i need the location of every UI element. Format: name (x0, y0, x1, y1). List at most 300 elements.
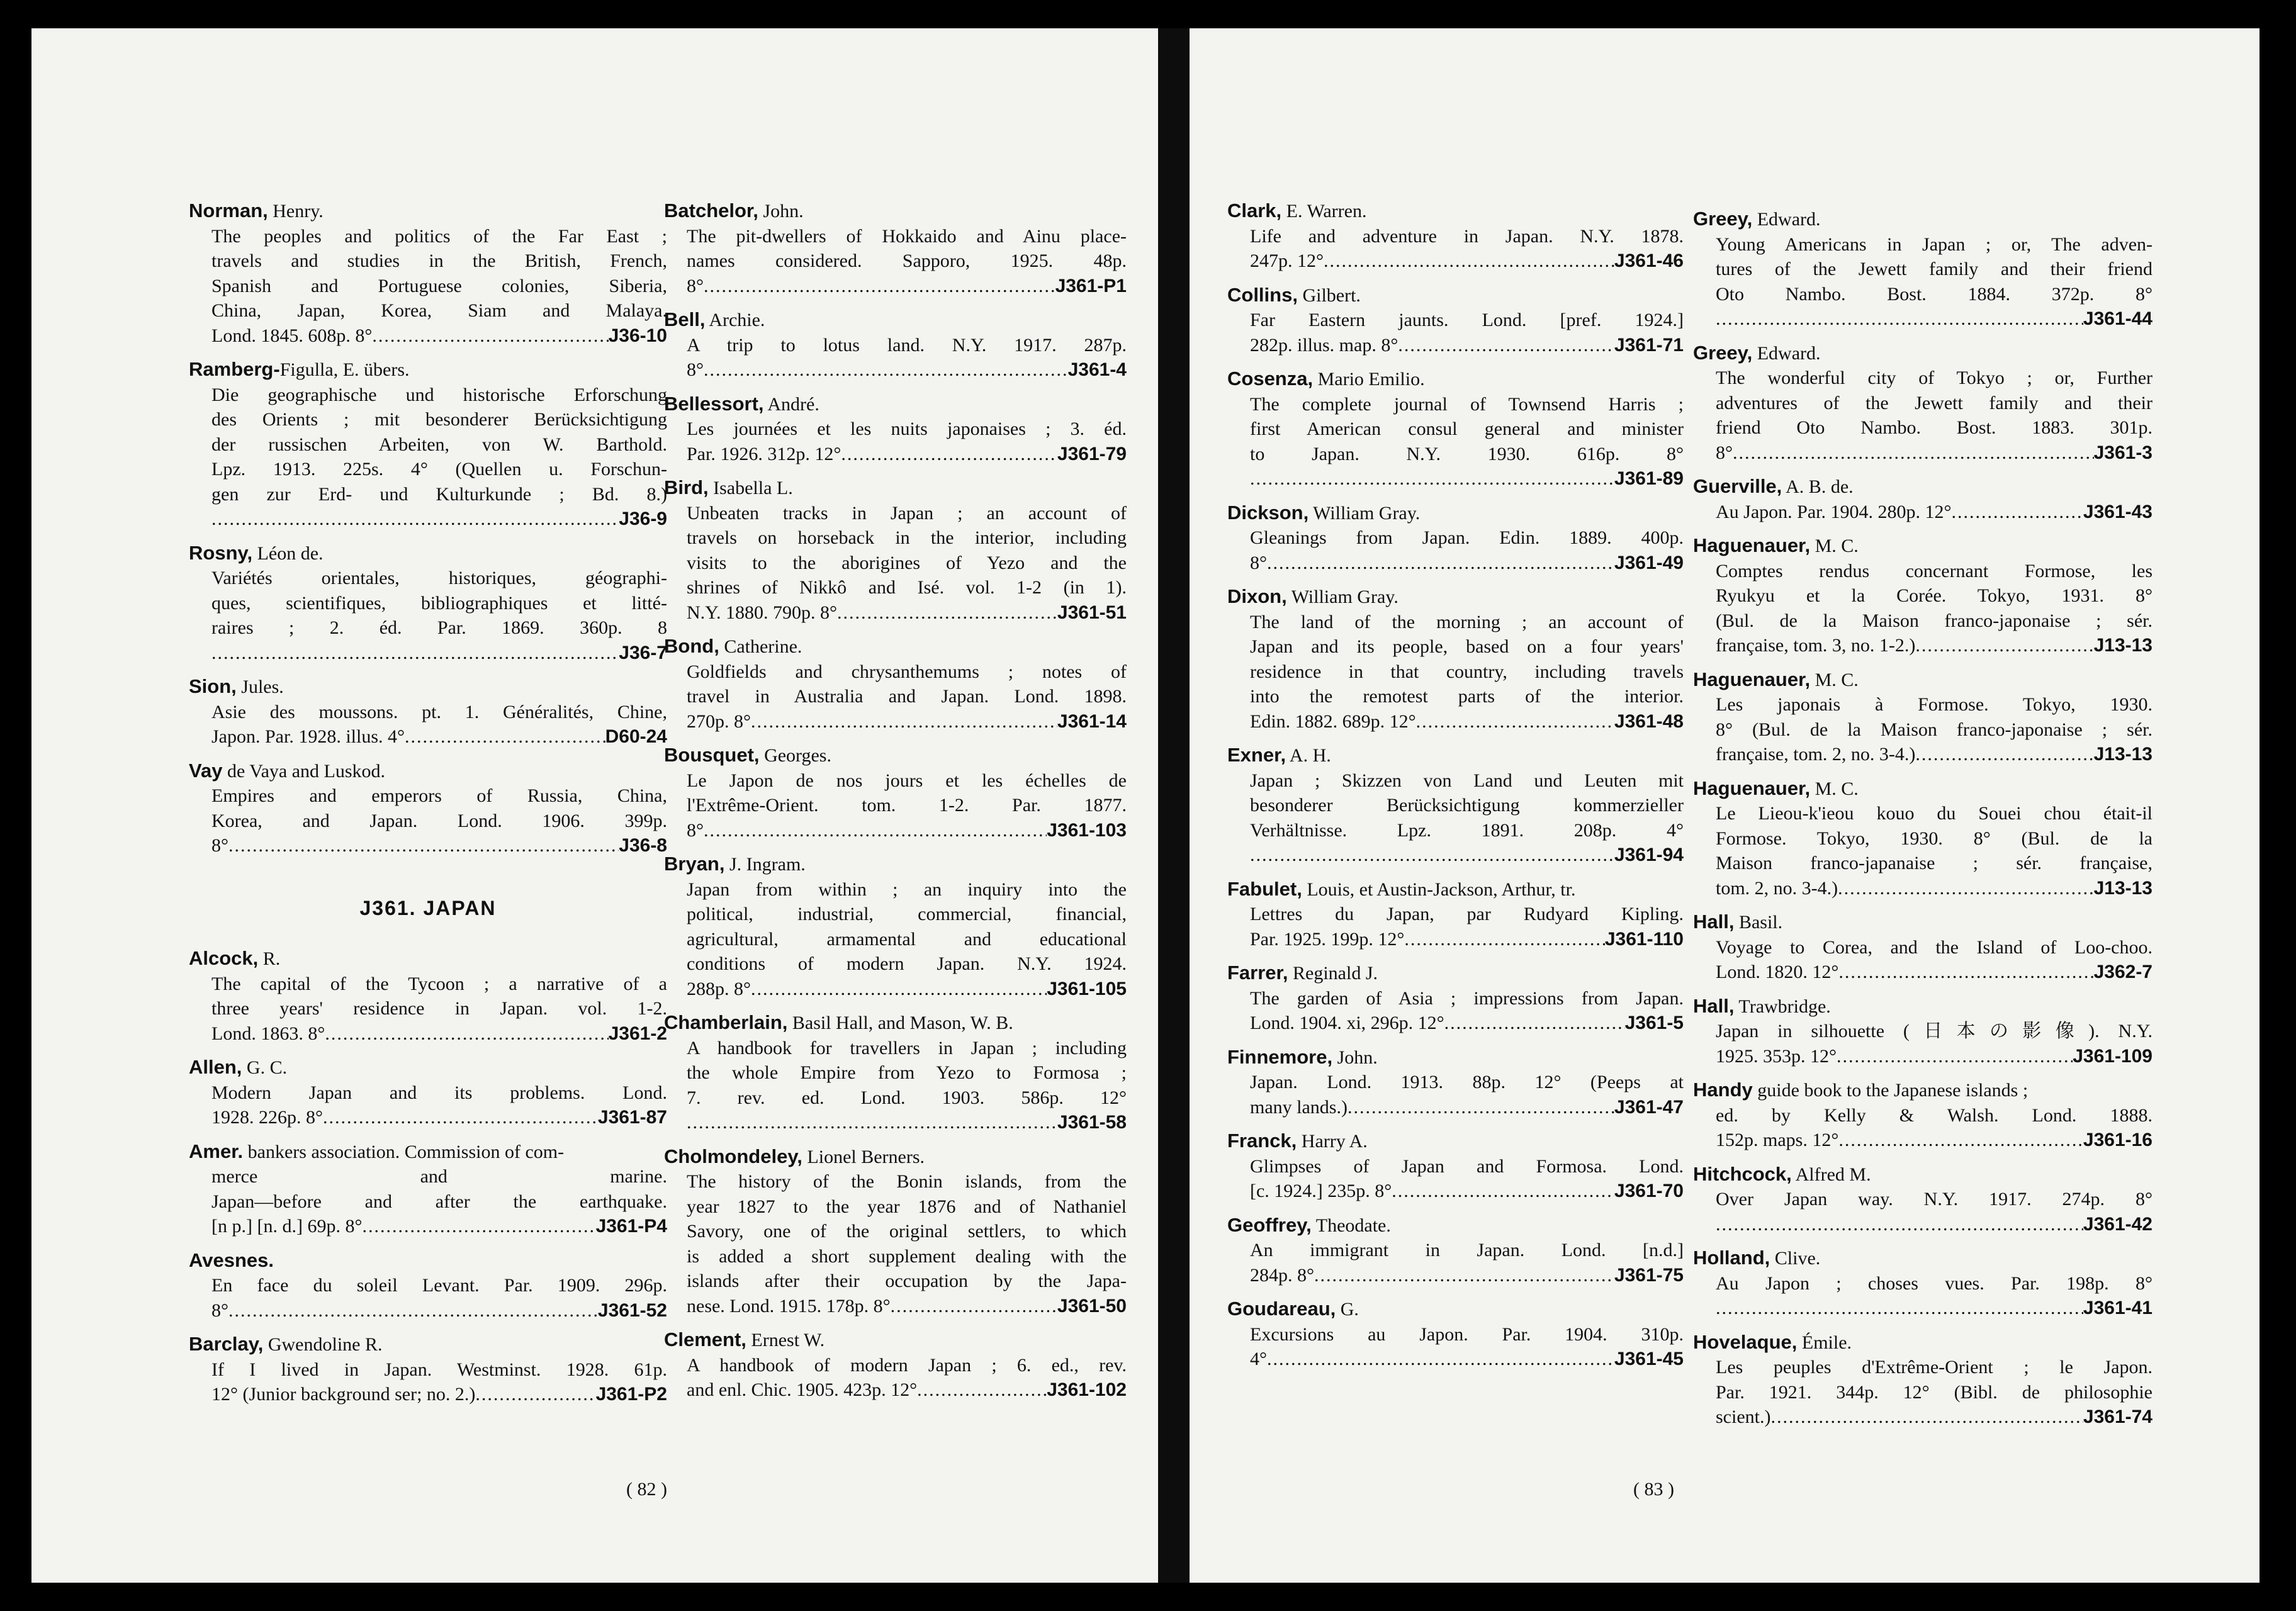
bibliography-entry (664, 743, 1127, 843)
entry-author: Bryan, (664, 853, 725, 875)
leader-dots (891, 1294, 1057, 1319)
entry-heading (1227, 1128, 1684, 1154)
leader-dots (1837, 1044, 2073, 1069)
leader-dots (1250, 843, 1614, 868)
bibliography-entry (1693, 1330, 2152, 1430)
call-number: J361-3 (2093, 442, 2152, 463)
leader-dots (1348, 1095, 1614, 1120)
entry-call-line (189, 1021, 667, 1047)
entry-imprint: Edin. 1882. 689p. 12° (1250, 710, 1416, 732)
entry-imprint: 1925. 353p. 12° (1716, 1045, 1837, 1067)
bibliography-entry (1227, 743, 1684, 868)
call-number: J13-13 (2093, 744, 2152, 765)
entry-line: Japan from within ; an inquiry into the (687, 878, 1127, 900)
entry-author-rest: Mario Emilio. (1313, 369, 1425, 390)
leader-dots (1733, 441, 2094, 466)
entry-heading (664, 198, 1127, 224)
entry-author: Barclay, (189, 1333, 264, 1355)
entry-imprint: Japon. Par. 1928. illus. 4° (211, 726, 405, 747)
entry-author: Farrer, (1227, 962, 1288, 984)
entry-author: Sion, (189, 675, 237, 697)
entry-heading (1227, 960, 1684, 986)
entry-line: des Orients ; mit besonderer Berücksichtigung (211, 409, 667, 430)
entry-author-rest: Edward. (1752, 209, 1821, 230)
leader-dots (837, 600, 1057, 626)
entry-line: A handbook for travellers in Japan ; including (687, 1037, 1127, 1058)
entry-line: Les japonais à Formose. Tokyo, 1930. (1716, 694, 2152, 715)
call-number: J361-2 (608, 1023, 667, 1044)
entry-heading (1693, 1077, 2152, 1103)
call-number: J361-45 (1614, 1349, 1684, 1369)
bibliography-entry (1227, 500, 1684, 576)
leader-dots (325, 1021, 608, 1047)
entry-author-rest: A. B. de. (1782, 476, 1854, 497)
entry-heading (664, 1327, 1127, 1353)
entry-call-line (1227, 1347, 1684, 1372)
entry-author: Exner, (1227, 744, 1286, 766)
entry-heading (1227, 283, 1684, 308)
call-number: J361-58 (1057, 1112, 1127, 1133)
call-number: J361-14 (1057, 710, 1127, 732)
call-number: J13-13 (2093, 877, 2152, 899)
entry-author: Bird, (664, 476, 709, 498)
call-number: J361-P1 (1055, 275, 1127, 296)
entry-imprint: N.Y. 1880. 790p. 8° (687, 602, 837, 623)
entry-heading (189, 198, 667, 224)
entry-line: residence in that country, including travels (1250, 661, 1684, 682)
entry-imprint: française, tom. 2, no. 3-4.) (1716, 744, 1916, 765)
entry-author: Ramberg- (189, 358, 280, 380)
leader-dots (228, 1298, 598, 1323)
entry-heading (189, 1139, 667, 1165)
leader-dots (841, 442, 1057, 467)
entry-line: Japan. Lond. 1913. 88p. 12° (Peeps at (1250, 1072, 1684, 1092)
entry-author-rest: Émile. (1797, 1332, 1852, 1353)
call-number: J361-71 (1614, 334, 1684, 356)
entry-heading (1693, 474, 2152, 500)
leader-dots (704, 274, 1055, 299)
entry-line: Asie des moussons. pt. 1. Généralités, Chine, (211, 701, 667, 722)
bibliography-entry (664, 1327, 1127, 1403)
call-number: J361-50 (1057, 1295, 1127, 1316)
call-number: J361-49 (1614, 552, 1684, 573)
entry-heading (664, 1144, 1127, 1170)
entry-author-rest: Ernest W. (746, 1330, 825, 1350)
entry-author-rest: guide book to the Japanese islands ; (1752, 1080, 2029, 1101)
entry-heading (1693, 1245, 2152, 1271)
entry-call-line (1227, 927, 1684, 952)
entry-author-rest: Gwendoline R. (263, 1334, 383, 1355)
left-page (31, 28, 1158, 1583)
entry-call-line (189, 724, 667, 749)
bibliography-entry (1227, 877, 1684, 952)
entry-call-line (189, 833, 667, 858)
entry-author-rest: J. Ingram. (724, 854, 806, 875)
section-heading: J361. JAPAN (359, 896, 497, 919)
entry-author: Guerville, (1693, 475, 1782, 497)
entry-author: Vay (189, 759, 223, 782)
entry-line: Ryukyu et la Corée. Tokyo, 1931. 8° (1716, 585, 2152, 606)
entry-author-rest: Trawbridge. (1734, 996, 1831, 1017)
left-column-2 (664, 198, 1127, 1412)
entry-imprint: [n p.] [n. d.] 69p. 8° (211, 1216, 363, 1237)
entry-heading (1227, 877, 1684, 902)
entry-author: Hall, (1693, 994, 1735, 1017)
entry-imprint: 1928. 226p. 8° (211, 1107, 323, 1128)
leader-dots (1770, 1405, 2083, 1430)
entry-author: Haguenauer, (1693, 534, 1811, 556)
entry-author-rest: Edward. (1752, 342, 1821, 364)
entry-line: is added a short supplement dealing with the (687, 1245, 1127, 1267)
entry-line: merce and marine. (211, 1166, 667, 1187)
entry-imprint: Lond. 1845. 608p. 8° (211, 325, 373, 346)
entry-imprint: 247p. 12° (1250, 250, 1324, 271)
entry-line: tures of the Jewett family and their friend (1716, 259, 2152, 279)
right-page (1190, 28, 2259, 1583)
entry-call-line (189, 1298, 667, 1323)
call-number: J36-10 (608, 325, 667, 346)
call-number: J36-7 (619, 642, 667, 663)
bibliography-entry (1693, 340, 2152, 466)
entry-line: besonderer Berücksichtigung kommerzieller (1250, 795, 1684, 816)
entry-heading (664, 307, 1127, 333)
entry-heading (189, 541, 667, 566)
entry-call-line (1227, 843, 1684, 868)
page-number-83: ( 83 ) (1633, 1479, 1674, 1500)
entry-imprint: [c. 1924.] 235p. 8° (1250, 1181, 1392, 1201)
entry-author-rest: John. (758, 201, 804, 222)
entry-line: friend Oto Nambo. Bost. 1883. 301p. (1716, 417, 2152, 438)
bibliography-entry (1227, 1213, 1684, 1288)
bibliography-entry (664, 475, 1127, 625)
leader-dots (1250, 466, 1614, 491)
entry-author: Dickson, (1227, 501, 1309, 524)
entry-author: Alcock, (189, 947, 259, 969)
entry-call-line (1227, 466, 1684, 491)
entry-line: The complete journal of Townsend Harris ; (1250, 393, 1684, 415)
entry-call-line (664, 709, 1127, 734)
entry-call-line (1227, 249, 1684, 274)
entry-heading (1693, 1162, 2152, 1187)
entry-imprint: Lond. 1820. 12° (1716, 962, 1839, 982)
bibliography-entry (1693, 994, 2152, 1069)
entry-author-rest: A. H. (1286, 745, 1331, 766)
entry-imprint: 8° (687, 275, 704, 296)
entry-line: year 1827 to the year 1876 and of Nathaniel (687, 1196, 1127, 1217)
entry-imprint: Lond. 1904. xi, 296p. 12° (1250, 1013, 1444, 1033)
leader-dots (1267, 551, 1614, 576)
entry-line: agricultural, armamental and educational (687, 928, 1127, 950)
entry-line: Excursions au Japon. Par. 1904. 310p. (1250, 1323, 1684, 1345)
bibliography-entry (1693, 909, 2152, 985)
entry-line: Le Lieou-k'ieou kouo du Souei chou était-il (1716, 803, 2152, 824)
entry-imprint: 284p. 8° (1250, 1264, 1314, 1286)
entry-author: Greey, (1693, 208, 1753, 230)
entry-call-line (1693, 1405, 2152, 1430)
entry-imprint: 288p. 8° (687, 978, 751, 999)
entry-author: Hovelaque, (1693, 1330, 1798, 1353)
leader-dots (751, 709, 1057, 734)
entry-call-line (1227, 1263, 1684, 1288)
entry-line: adventures of the Jewett family and their (1716, 392, 2152, 413)
entry-line: En face du soleil Levant. Par. 1909. 296p. (211, 1275, 667, 1296)
entry-line: Savory, one of the original settlers, to which (687, 1221, 1127, 1242)
leader-dots (211, 507, 619, 532)
page-number-82: ( 82 ) (626, 1479, 667, 1500)
entry-line: shrines of Nikkô and Isé. vol. 1-2 (in 1). (687, 577, 1127, 598)
entry-author: Greey, (1693, 341, 1753, 364)
entry-author-rest: Alfred M. (1791, 1164, 1871, 1185)
call-number: J13-13 (2093, 635, 2152, 656)
entry-author: Rosny, (189, 541, 253, 564)
bibliography-entry (189, 1248, 667, 1323)
bibliography-entry (664, 634, 1127, 734)
entry-author-rest: M. C. (1810, 669, 1859, 690)
bibliography-entry (1693, 667, 2152, 767)
bibliography-entry (664, 1144, 1127, 1319)
entry-line: Japan and its people, based on a four years' (1250, 636, 1684, 657)
bibliography-entry (1227, 1045, 1684, 1120)
entry-line: China, Japan, Korea, Siam and Malaya. (211, 300, 667, 321)
entry-line: The land of the morning ; an account of (1250, 611, 1684, 632)
entry-author-rest: William Gray. (1286, 587, 1398, 607)
entry-line: A handbook of modern Japan ; 6. ed., rev. (687, 1354, 1127, 1376)
call-number: J361-4 (1067, 359, 1127, 380)
entry-line: If I lived in Japan. Westminst. 1928. 61p. (211, 1359, 667, 1380)
leader-dots (228, 833, 619, 858)
entry-call-line (1693, 1212, 2152, 1237)
entry-line: The pit-dwellers of Hokkaido and Ainu place- (687, 225, 1127, 247)
entry-call-line (189, 1214, 667, 1239)
entry-call-line (189, 323, 667, 349)
entry-line: Les peuples d'Extrême-Orient ; le Japon. (1716, 1357, 2152, 1378)
leader-dots (1398, 333, 1614, 358)
call-number: J361-42 (2083, 1213, 2152, 1235)
entry-line: (Bul. de la Maison franco-japonaise ; sér. (1716, 610, 2152, 631)
entry-heading (189, 357, 667, 383)
entry-imprint: 8° (687, 359, 704, 380)
leader-dots (372, 323, 608, 349)
entry-line: gen zur Erd- und Kulturkunde ; Bd. 8.) (211, 483, 667, 505)
call-number: J361-48 (1614, 710, 1684, 732)
entry-call-line (664, 818, 1127, 843)
entry-heading (189, 1055, 667, 1081)
entry-heading (1227, 1045, 1684, 1070)
leader-dots (1392, 1179, 1614, 1204)
entry-call-line (1693, 306, 2152, 332)
leader-dots (1838, 960, 2093, 985)
call-number: J361-105 (1047, 978, 1127, 999)
leader-dots (1314, 1263, 1614, 1288)
entry-heading (189, 758, 667, 784)
entry-author-rest: Jules. (236, 676, 284, 697)
bibliography-entry (189, 198, 667, 348)
entry-line: Formose. Tokyo, 1930. 8° (Bul. de la (1716, 828, 2152, 849)
entry-author: Franck, (1227, 1130, 1297, 1152)
entry-line: Le Japon de nos jours et les échelles de (687, 770, 1127, 791)
entry-line: raires ; 2. éd. Par. 1869. 360p. 8 (211, 617, 667, 638)
entry-heading (1227, 1296, 1684, 1322)
entry-call-line (1693, 876, 2152, 901)
entry-heading (1693, 776, 2152, 802)
entry-heading (664, 1010, 1127, 1036)
bibliography-entry (664, 198, 1127, 298)
entry-author-rest: André. (763, 393, 819, 415)
call-number: J361-P2 (595, 1384, 667, 1405)
entry-author: Handy (1693, 1079, 1753, 1101)
entry-call-line (1227, 1179, 1684, 1204)
leader-dots (1838, 876, 2093, 901)
call-number: J361-43 (2083, 501, 2152, 522)
entry-heading (1227, 743, 1684, 768)
entry-heading (1693, 206, 2152, 232)
entry-author-rest: Figulla, E. übers. (279, 359, 410, 380)
entry-author-rest: M. C. (1810, 778, 1859, 799)
entry-heading (1227, 500, 1684, 526)
entry-author: Fabulet, (1227, 877, 1302, 900)
bibliography-entry (189, 1332, 667, 1407)
leader-dots (1915, 633, 2093, 658)
call-number: J361-74 (2083, 1406, 2152, 1427)
bibliography-entry (189, 674, 667, 749)
entry-author-rest: Gilbert. (1297, 284, 1361, 306)
leader-dots (475, 1382, 595, 1407)
entry-heading (1693, 667, 2152, 693)
entry-heading (1227, 584, 1684, 610)
entry-line: Variétés orientales, historiques, géographi- (211, 568, 667, 588)
entry-line: the whole Empire from Yezo to Formosa ; (687, 1062, 1127, 1083)
entry-call-line (1693, 441, 2152, 466)
entry-call-line (1693, 1296, 2152, 1321)
call-number: D60-24 (605, 726, 667, 747)
call-number: J361-52 (597, 1299, 667, 1321)
entry-imprint: 8° (687, 819, 704, 841)
call-number: J361-79 (1057, 443, 1127, 464)
entry-heading (664, 851, 1127, 877)
entry-heading (189, 1248, 667, 1274)
entry-heading (1693, 909, 2152, 935)
call-number: J362-7 (2093, 962, 2152, 982)
leader-dots (362, 1214, 595, 1239)
call-number: J36-9 (619, 508, 667, 529)
entry-imprint: 282p. illus. map. 8° (1250, 334, 1398, 356)
entry-author-rest: E. Warren. (1281, 201, 1367, 222)
leader-dots (1324, 249, 1614, 274)
entry-heading (1227, 1213, 1684, 1238)
entry-line: The garden of Asia ; impressions from Japan. (1250, 987, 1684, 1009)
call-number: J36-8 (619, 835, 667, 856)
entry-imprint: 8° (1250, 552, 1267, 573)
entry-line: 8° (Bul. de la Maison franco-japonaise ; sér. (1716, 719, 2152, 740)
entry-author: Batchelor, (664, 199, 758, 222)
leader-dots (1716, 1212, 2083, 1237)
entry-call-line (664, 1110, 1127, 1135)
bibliography-entry (1693, 1162, 2152, 1237)
entry-call-line (664, 1378, 1127, 1403)
entry-author-rest: Léon de. (252, 542, 324, 564)
entry-author-rest: G. C. (242, 1057, 288, 1078)
book-spine (1158, 28, 1190, 1583)
entry-author-rest: M. C. (1810, 536, 1859, 556)
entry-heading (664, 475, 1127, 501)
right-column-1 (1227, 198, 1684, 1381)
entry-heading (1227, 198, 1684, 224)
bibliography-entry (1227, 366, 1684, 491)
entry-author: Geoffrey, (1227, 1213, 1312, 1236)
entry-heading (664, 391, 1127, 417)
entry-call-line (1227, 1011, 1684, 1036)
entry-author-rest: Catherine. (719, 636, 802, 657)
entry-line: Goldfields and chrysanthemums ; notes of (687, 661, 1127, 682)
entry-author: Amer. (189, 1140, 244, 1162)
entry-author: Haguenauer, (1693, 668, 1811, 690)
entry-line: Au Japon ; choses vues. Par. 198p. 8° (1716, 1272, 2152, 1294)
entry-line: Lpz. 1913. 225s. 4° (Quellen u. Forschun- (211, 459, 667, 480)
entry-author: Cholmondeley, (664, 1145, 802, 1167)
entry-call-line (664, 1294, 1127, 1319)
leader-dots (704, 357, 1068, 383)
bibliography-entry (189, 357, 667, 532)
entry-author: Norman, (189, 199, 268, 222)
entry-author-rest: John. (1332, 1047, 1378, 1068)
entry-line: into the remotest parts of the interior. (1250, 686, 1684, 707)
entry-heading (1693, 1330, 2152, 1356)
call-number: J361-103 (1047, 819, 1127, 841)
leader-dots (211, 641, 619, 666)
leader-dots (704, 818, 1047, 843)
bibliography-entry (1227, 1128, 1684, 1204)
entry-line: Japan ; Skizzen von Land und Leuten mit (1250, 770, 1684, 791)
bibliography-entry (664, 391, 1127, 467)
entry-imprint: scient.) (1716, 1406, 1771, 1427)
entry-line: travels and studies in the British, French, (211, 250, 667, 271)
entry-line: first American consul general and minister (1250, 418, 1684, 439)
entry-heading (1693, 533, 2152, 559)
entry-line: Maison franco-japanaise ; sér. française, (1716, 853, 2152, 873)
entry-author-rest: Basil Hall, and Mason, W. B. (787, 1013, 1013, 1033)
entry-call-line (189, 1382, 667, 1407)
entry-line: Gleanings from Japan. Edin. 1889. 400p. (1250, 527, 1684, 548)
entry-line: The wonderful city of Tokyo ; or, Further (1716, 368, 2152, 388)
entry-heading (189, 946, 667, 972)
entry-author: Clark, (1227, 199, 1282, 222)
leader-dots (1416, 709, 1614, 734)
entry-imprint: many lands.) (1250, 1096, 1348, 1118)
entry-author-rest: Isabella L. (708, 478, 793, 498)
leader-dots (1267, 1347, 1614, 1372)
call-number: J361-44 (2083, 308, 2152, 329)
entry-line: A trip to lotus land. N.Y. 1917. 287p. (687, 334, 1127, 356)
entry-line: three years' residence in Japan. vol. 1-2. (211, 998, 667, 1019)
entry-author: Avesnes. (189, 1249, 274, 1271)
bibliography-entry (189, 946, 667, 1046)
entry-imprint: nese. Lond. 1915. 178p. 8° (687, 1295, 891, 1316)
entry-line: Voyage to Corea, and the Island of Loo-choo. (1716, 936, 2152, 958)
entry-line: islands after their occupation by the Japa- (687, 1271, 1127, 1291)
entry-heading (1693, 994, 2152, 1019)
entry-imprint: 8° (211, 1299, 228, 1321)
bibliography-entry (1693, 776, 2152, 901)
entry-imprint: Par. 1925. 199p. 12° (1250, 928, 1405, 950)
entry-author: Bell, (664, 308, 706, 330)
bibliography-entry (1693, 1245, 2152, 1321)
entry-imprint: and enl. Chic. 1905. 423p. 12° (687, 1379, 918, 1400)
leader-dots (1404, 927, 1605, 952)
entry-call-line (664, 274, 1127, 299)
call-number: J361-94 (1614, 845, 1684, 865)
entry-author: Finnemore, (1227, 1045, 1333, 1068)
entry-line: ques, scientifiques, bibliographiques et litté- (211, 592, 667, 614)
